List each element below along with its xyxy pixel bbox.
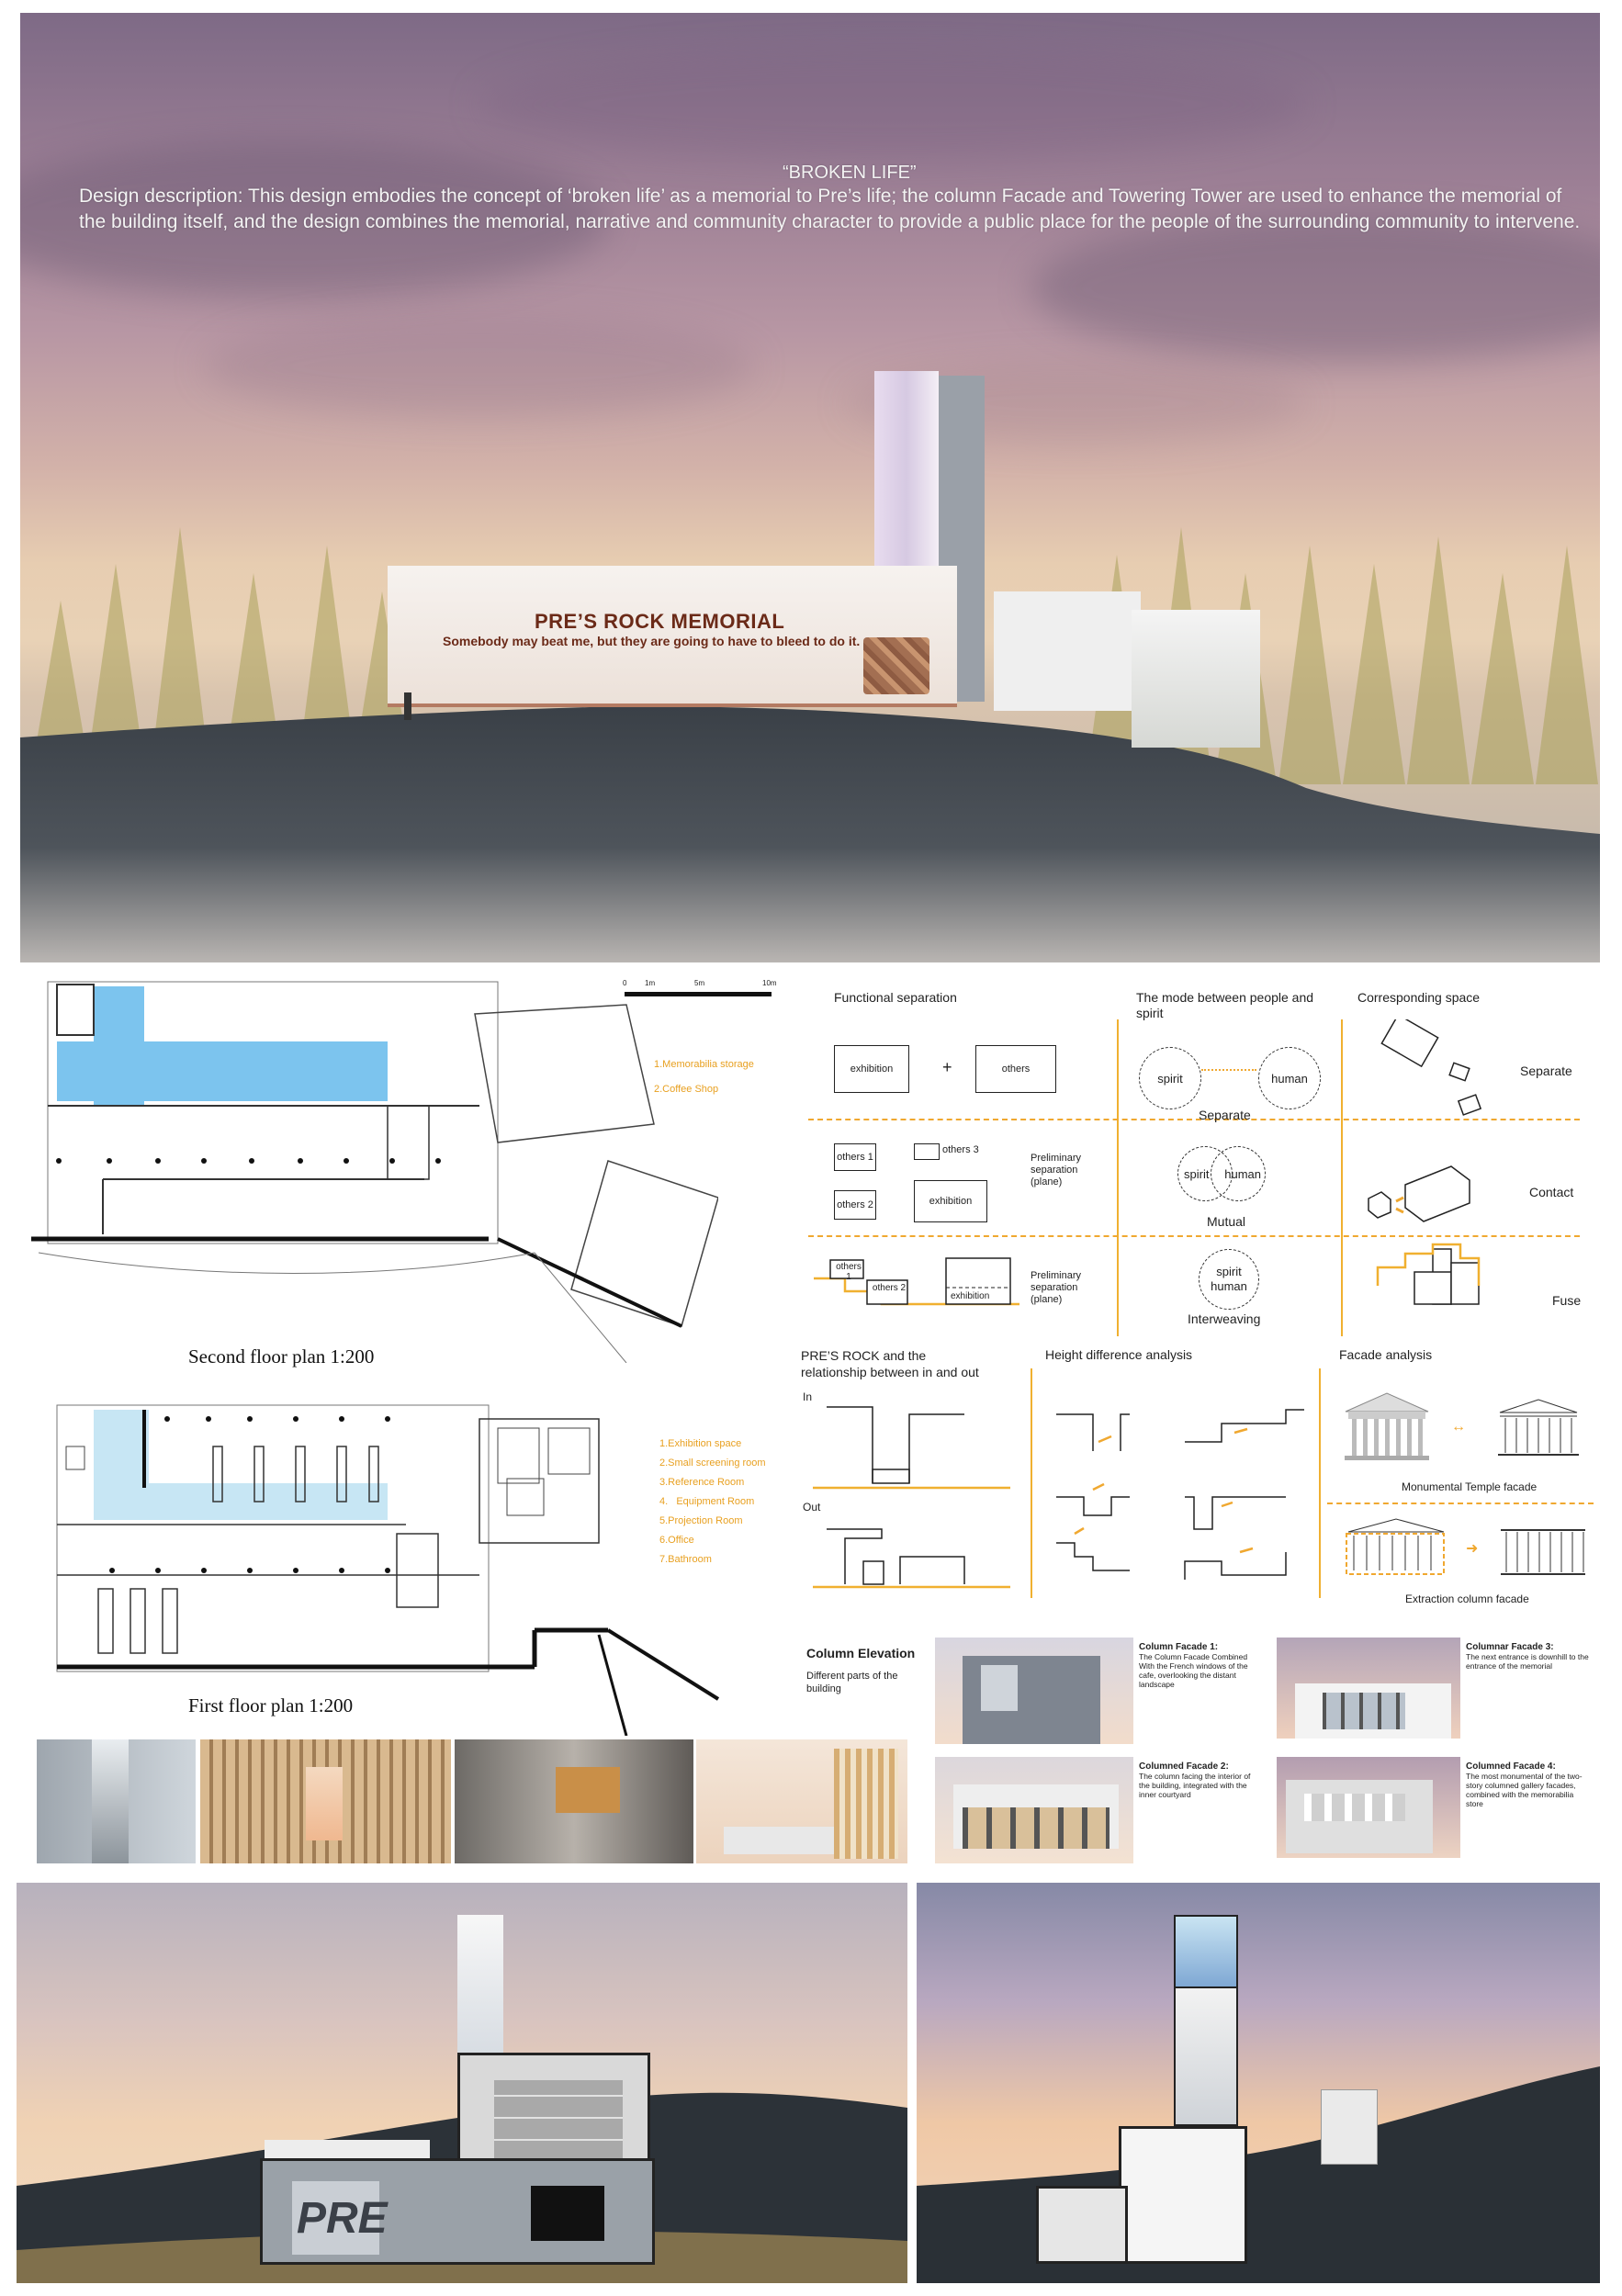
corresponding-title: Corresponding space	[1357, 990, 1481, 1005]
column-elevation-subtitle: Different parts of the building	[806, 1671, 898, 1694]
divider-line	[1117, 1019, 1119, 1336]
others3-box	[914, 1143, 940, 1160]
rock-sculpture	[863, 637, 929, 694]
rock-in-out-diagram	[808, 1396, 1019, 1598]
legend-item: 6.Office	[659, 1535, 694, 1546]
facade-4-title: Columned Facade 4:	[1466, 1761, 1556, 1772]
section-render-left	[17, 1883, 907, 2283]
facade-1-title: Column Facade 1:	[1139, 1642, 1219, 1652]
scale-tick: 10m	[762, 979, 777, 987]
stepped-section	[808, 1249, 1029, 1322]
facade-caption-1	[1139, 1642, 1263, 1689]
side-block-2	[1132, 610, 1260, 748]
legend-item: 5.Projection Room	[659, 1515, 743, 1526]
scale-tick: 5m	[694, 979, 705, 987]
stepped-exhibition: exhibition	[951, 1291, 990, 1301]
person-figure	[404, 692, 411, 720]
mode-separate: Separate	[1199, 1108, 1251, 1122]
legend-item: 3.Reference Room	[659, 1477, 745, 1488]
facade-2-title: Columned Facade 2:	[1139, 1761, 1229, 1772]
plus-sign: +	[942, 1058, 952, 1076]
others-box: others	[975, 1045, 1056, 1093]
divider-line	[1327, 1503, 1594, 1504]
facade-caption-4	[1466, 1761, 1590, 1808]
mode-mutual: Mutual	[1207, 1214, 1246, 1229]
divider-line	[1341, 1019, 1343, 1336]
corresponding-contact: Contact	[1529, 1185, 1574, 1199]
interior-projection-photo	[455, 1739, 693, 1863]
second-floor-title: Second floor plan 1:200	[188, 1345, 375, 1367]
legend-item: 2.Small screening room	[659, 1458, 766, 1469]
preliminary-separation-2: Preliminary separation (plane)	[1031, 1270, 1082, 1305]
column-elevation-title: Column Elevation	[806, 1646, 916, 1660]
interior-corridor-photo	[200, 1739, 451, 1863]
stepped-others1: others 1	[836, 1262, 862, 1282]
interior-stair-photo	[37, 1739, 196, 1863]
facade-1-text: The Column Facade Combined With the French windows of the cafe, overlooking the distant landscape	[1139, 1652, 1248, 1689]
facade-arrow: ↔	[1451, 1419, 1466, 1435]
scale-tick: 1m	[645, 979, 656, 987]
divider-line	[1031, 1368, 1032, 1598]
spirit-circle: spirit	[1139, 1047, 1201, 1109]
divider-line	[1319, 1368, 1321, 1598]
mode-interweaving: Interweaving	[1188, 1311, 1261, 1326]
legend-item: 1.Memorabilia storage	[654, 1059, 754, 1070]
extraction-facade-dashed	[1341, 1515, 1451, 1580]
height-title: Height difference analysis	[1045, 1347, 1193, 1362]
side-block	[994, 591, 1141, 711]
corresponding-fuse: Fuse	[1552, 1293, 1582, 1308]
facade-caption-3	[1466, 1642, 1590, 1671]
spirit-circle-mutual: spirit	[1177, 1146, 1233, 1201]
human-circle-mutual: human	[1211, 1146, 1266, 1201]
legend-item: 2.Coffee Shop	[654, 1084, 719, 1095]
human-circle: human	[1258, 1047, 1321, 1109]
temple-facade-label: Monumental Temple facade	[1402, 1480, 1538, 1493]
facade-2-text: The column facing the interior of the building, integrated with the inner courtyard	[1139, 1772, 1251, 1799]
exhibition-box-2: exhibition	[914, 1180, 987, 1222]
interweave-human: human	[1211, 1279, 1247, 1293]
facade-analysis-title: Facade analysis	[1339, 1347, 1433, 1362]
legend-item: 7.Bathroom	[659, 1554, 712, 1565]
rock-out-label: Out	[803, 1501, 821, 1514]
wall-title: PRE’S ROCK MEMORIAL	[535, 610, 785, 633]
separate-dotted-link	[1201, 1069, 1256, 1071]
scale-tick: 0	[623, 979, 627, 987]
temple-facade-photo	[1341, 1389, 1433, 1462]
legend-item: 4. Equipment Room	[659, 1496, 755, 1507]
preliminary-separation-1: Preliminary separation (plane)	[1031, 1153, 1082, 1187]
exhibition-box: exhibition	[834, 1045, 909, 1093]
second-floor-plan	[20, 977, 718, 1363]
rock-title: PRE’S ROCK and the relationship between in and out	[801, 1348, 979, 1379]
legend-item: 1.Exhibition space	[659, 1438, 742, 1449]
interior-cafe-photo	[696, 1739, 907, 1863]
corresponding-diagrams	[1350, 1019, 1506, 1322]
first-floor-legend	[659, 1435, 766, 1570]
wall-quote: Somebody may beat me, but they are going to have to bleed to do it.	[443, 634, 861, 648]
first-floor-plan	[20, 1396, 737, 1736]
mode-title: The mode between people and spirit	[1136, 990, 1314, 1020]
corresponding-separate: Separate	[1520, 1064, 1572, 1078]
extraction-facade-label: Extraction column facade	[1405, 1593, 1529, 1605]
facade-3-text: The next entrance is downhill to the entrance of the memorial	[1466, 1652, 1589, 1671]
facade-photo-3	[1277, 1638, 1460, 1739]
scale-bar	[623, 979, 777, 999]
poster-title: “BROKEN LIFE”	[783, 163, 917, 183]
temple-line-drawing	[1492, 1396, 1584, 1460]
facade-photo-1	[935, 1638, 1133, 1744]
hero-rendering	[20, 13, 1600, 962]
interweaving-circle	[1199, 1249, 1259, 1310]
section-render-right	[917, 1883, 1600, 2283]
facade-photo-2	[935, 1757, 1133, 1863]
interweave-spirit: spirit	[1216, 1265, 1242, 1278]
others3-label: others 3	[942, 1144, 979, 1155]
functional-title: Functional separation	[834, 990, 957, 1005]
facade-4-text: The most monumental of the two-story columned gallery facades, combined with the memorabilia store	[1466, 1772, 1583, 1808]
facade-arrow-2: ➜	[1466, 1541, 1479, 1557]
facade-photo-4	[1277, 1757, 1460, 1858]
others2-box: others 2	[834, 1190, 876, 1220]
section-sign: PRE	[297, 2194, 388, 2243]
facade-caption-2	[1139, 1761, 1263, 1799]
height-difference-diagram	[1038, 1396, 1313, 1598]
design-description: Design description: This design embodies the concept of ‘broken life’ as a memorial to Pre’s life; the column Facade and Towering Tower are used to enhance the memorial of the building itself, and the design combines the memorial, narrative and community character to provide a public place for the people of the surrounding community to intervene.	[79, 186, 1581, 232]
extraction-facade-lines	[1497, 1525, 1589, 1580]
facade-3-title: Columnar Facade 3:	[1466, 1642, 1554, 1652]
first-floor-title: First floor plan 1:200	[188, 1694, 354, 1716]
rock-in-label: In	[803, 1390, 813, 1403]
others1-box: others 1	[834, 1143, 876, 1171]
stepped-others2: others 2	[872, 1283, 907, 1293]
